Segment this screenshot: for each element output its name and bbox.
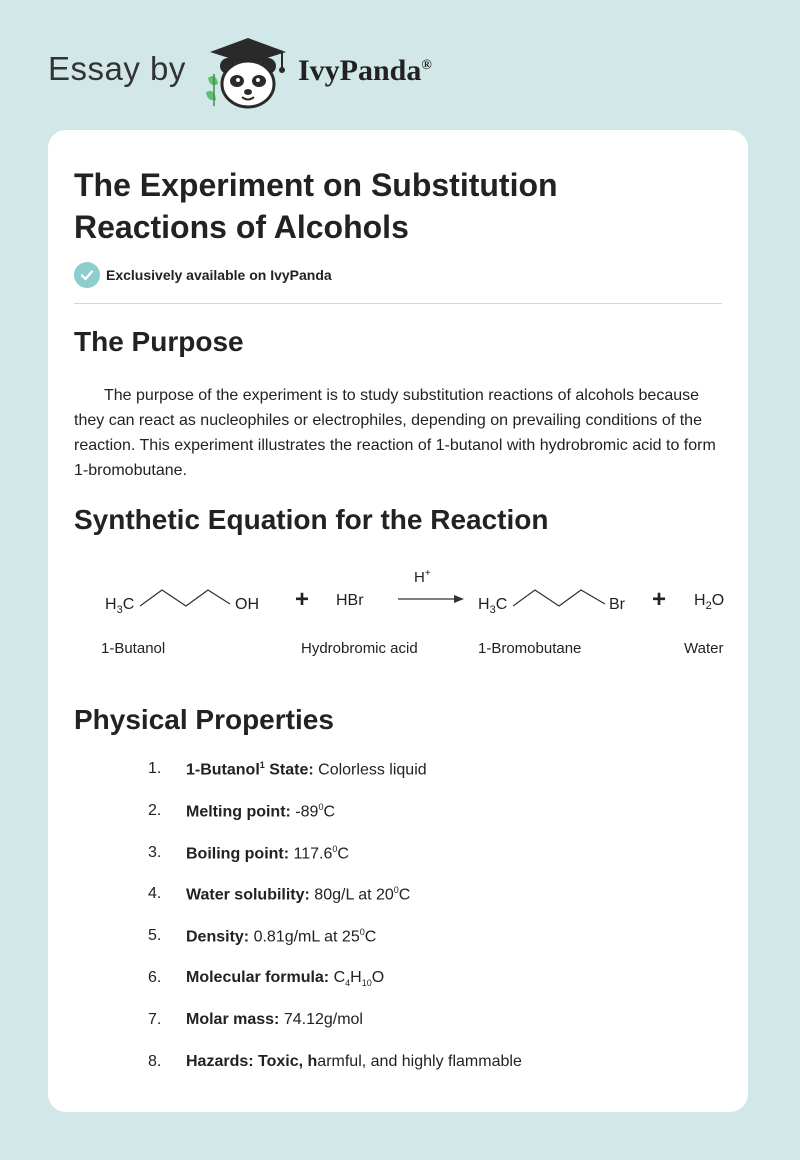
heading-purpose: The Purpose <box>74 326 244 357</box>
label-hydrobromic-acid: Hydrobromic acid <box>301 640 418 657</box>
brand-name[interactable]: IvyPanda® <box>298 54 432 87</box>
properties-list <box>148 760 708 1094</box>
list-item: 1. 1-Butanol$^1$ State: Colorless liquid <box>148 760 427 779</box>
label-butanol: 1-Butanol <box>101 640 166 657</box>
label-bromobutane: 1-Bromobutane <box>478 640 582 657</box>
registered-mark: ® <box>421 58 432 73</box>
plus-sign-1: + <box>295 586 310 613</box>
list-item: 2. Melting point: $-89^0C$ <box>148 801 336 821</box>
list-item: 5. Density: 0.81g/mL at $25^0C$ <box>148 927 377 946</box>
article-card <box>48 130 748 1112</box>
label-water: Water <box>684 640 724 657</box>
essay-by-label: Essay by <box>48 50 186 87</box>
panda-logo-icon[interactable] <box>202 34 290 110</box>
exclusive-text: Exclusively available on IvyPanda <box>106 267 332 283</box>
catalyst-label: H+ <box>414 568 431 586</box>
divider <box>74 303 722 304</box>
heading-properties: Physical Properties <box>74 704 334 735</box>
butanol-left-group: $H_3C$ <box>105 596 135 617</box>
list-item: 4. Water solubility: 80g/L at $20^0C$ <box>148 885 411 904</box>
bromobutane-left-group: $H_3C$ <box>478 596 508 617</box>
butanol-oh: OH <box>235 596 259 613</box>
hbr-formula: HBr <box>336 592 364 609</box>
bromobutane-br: Br <box>609 596 625 613</box>
reaction-arrow-icon <box>398 594 464 604</box>
check-icon <box>74 262 100 288</box>
list-item: 3. Boiling point: 117.6$^0$C <box>148 843 349 862</box>
page-title: The Experiment on Substitution Reactions of Alcohols <box>74 167 558 245</box>
exclusive-badge <box>74 262 332 288</box>
list-item: 6. Molecular formula: $C_4H_{10}O$ <box>148 968 385 989</box>
water-formula: $H_2O$ <box>694 592 725 613</box>
site-header <box>48 34 748 114</box>
plus-sign-2: + <box>652 586 667 613</box>
heading-equation: Synthetic Equation for the Reaction <box>74 504 549 535</box>
butanol-chain <box>140 588 232 610</box>
reaction-equation <box>88 558 748 668</box>
list-item: 7. Molar mass: 74.12g/mol <box>148 1010 363 1028</box>
list-item: 8. Hazards: Toxic, harmful, and highly flammable <box>148 1052 522 1070</box>
purpose-paragraph: The purpose of the experiment is to study substitution reactions of alcohols because they can react as nucleophiles or electrophiles, depending on prevailing conditions of the reaction. This experiment illustrates the reaction of 1-butanol with hydrobromic acid to form 1-bromobutane. <box>74 387 716 479</box>
bromobutane-chain <box>513 588 607 610</box>
